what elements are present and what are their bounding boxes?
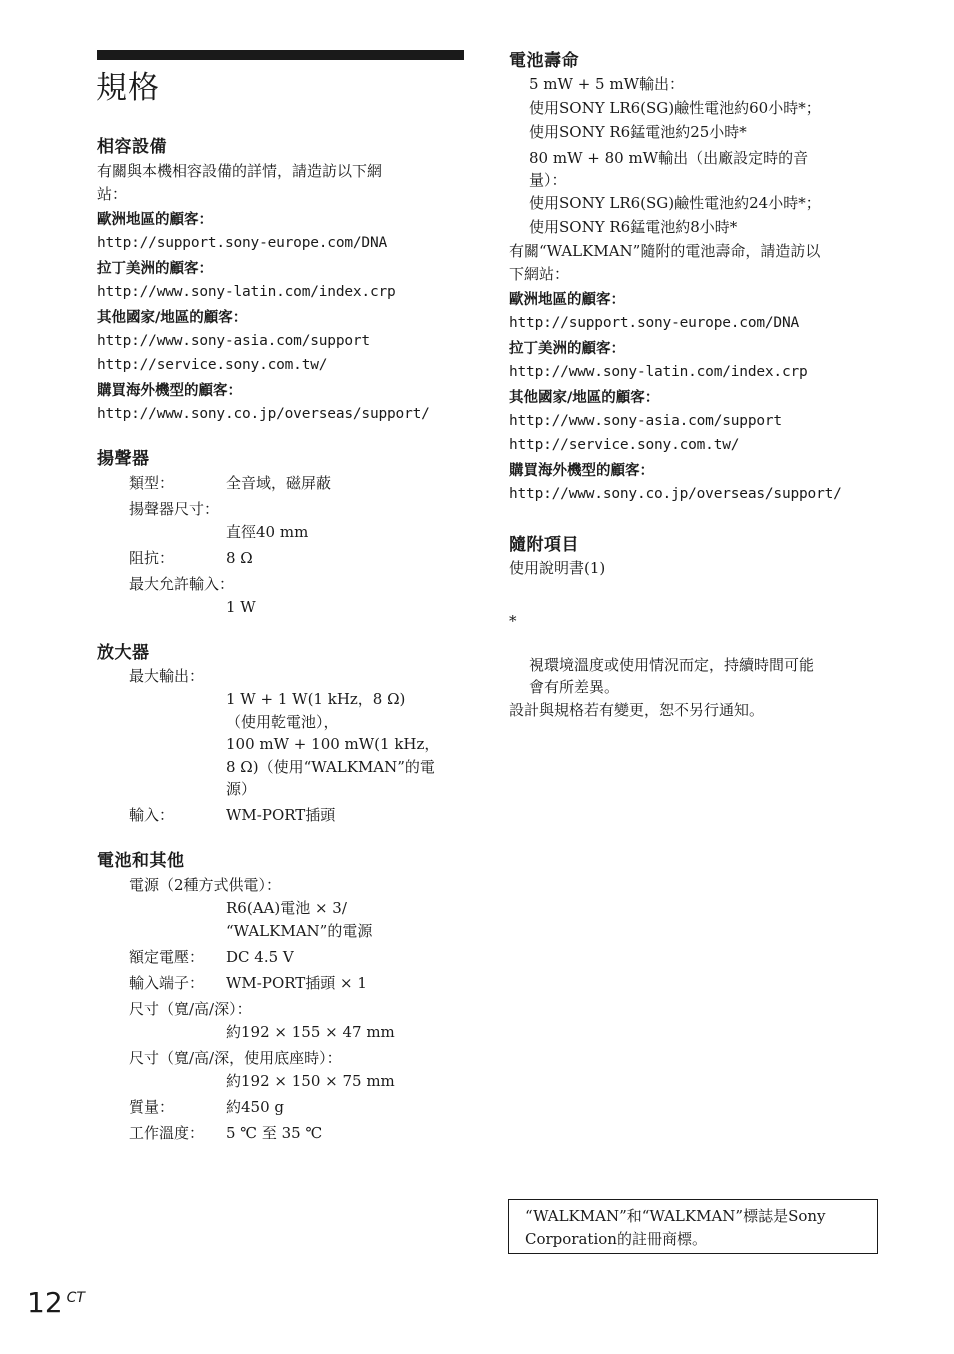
battery-url[interactable]: http://www.sony-asia.com/support bbox=[509, 413, 782, 429]
battery-url[interactable]: http://support.sony-europe.com/DNA bbox=[509, 315, 800, 331]
spec-value: 5 ℃ 至 35 ℃ bbox=[226, 1124, 323, 1142]
included-item: 使用說明書(1) bbox=[509, 559, 606, 577]
battery-line: 80 mW + 80 mW輸出（出廠設定時的音 量）： bbox=[529, 149, 809, 189]
spec-value: 約192 × 150 × 75 mm bbox=[226, 1072, 395, 1090]
spec-label: 工作溫度： bbox=[129, 1124, 205, 1142]
spec-row bbox=[97, 665, 467, 801]
amp-section bbox=[97, 642, 467, 827]
included-heading: 隨附項目 bbox=[509, 535, 579, 555]
compat-url[interactable]: http://www.sony.co.jp/overseas/support/ bbox=[97, 406, 430, 422]
spec-value: 全音域，磁屏蔽 bbox=[226, 474, 332, 492]
footnote bbox=[509, 610, 889, 698]
spec-row bbox=[97, 1047, 467, 1093]
spec-value: 約192 × 155 × 47 mm bbox=[226, 1023, 395, 1041]
battery-heading: 電池壽命 bbox=[509, 51, 579, 71]
spec-label: 電源（2種方式供電）： bbox=[129, 876, 282, 894]
compat-region-label: 拉丁美洲的顧客： bbox=[97, 261, 213, 277]
included-section bbox=[509, 534, 889, 580]
speaker-section bbox=[97, 448, 467, 619]
title-rule bbox=[97, 50, 464, 60]
spec-value: 直徑40 mm bbox=[226, 523, 309, 541]
battery-url[interactable]: http://www.sony.co.jp/overseas/support/ bbox=[509, 486, 842, 502]
spec-value: 約450 g bbox=[226, 1098, 285, 1116]
spec-label: 揚聲器尺寸： bbox=[129, 500, 220, 518]
spec-value: 1 W bbox=[226, 598, 256, 616]
battery-line: 5 mW + 5 mW輸出： bbox=[529, 75, 685, 93]
spec-value: R6(AA)電池 × 3/ “WALKMAN”的電源 bbox=[226, 899, 373, 940]
spec-row bbox=[97, 472, 467, 495]
speaker-heading: 揚聲器 bbox=[97, 449, 150, 469]
spec-label: 阻抗： bbox=[129, 549, 175, 567]
page-title: 規格 bbox=[96, 70, 160, 106]
power-section bbox=[97, 850, 467, 1145]
compat-region-label: 其他國家/地區的顧客： bbox=[97, 310, 248, 326]
compat-url[interactable]: http://www.sony-latin.com/index.crp bbox=[97, 284, 396, 300]
compat-url[interactable]: http://www.sony-asia.com/support bbox=[97, 333, 370, 349]
battery-region-label: 購買海外機型的顧客： bbox=[509, 463, 654, 479]
battery-line: 使用SONY LR6(SG)鹼性電池約60小時*； bbox=[529, 99, 821, 117]
spec-label: 輸入端子： bbox=[129, 974, 205, 992]
battery-line: 使用SONY R6錳電池約25小時* bbox=[529, 123, 747, 141]
battery-region-label: 拉丁美洲的顧客： bbox=[509, 341, 625, 357]
battery-url[interactable]: http://service.sony.com.tw/ bbox=[509, 437, 740, 453]
compat-url[interactable]: http://support.sony-europe.com/DNA bbox=[97, 235, 388, 251]
battery-line: 使用SONY LR6(SG)鹼性電池約24小時*； bbox=[529, 194, 821, 212]
power-heading: 電池和其他 bbox=[97, 851, 185, 871]
battery-line: 使用SONY R6錳電池約8小時* bbox=[529, 218, 738, 236]
spec-label: 類型： bbox=[129, 474, 175, 492]
spec-label: 尺寸（寬/高/深）： bbox=[129, 1000, 252, 1018]
compat-heading: 相容設備 bbox=[97, 137, 167, 157]
walkman-battery-note: 有關“WALKMAN”隨附的電池壽命，請造訪以 下網站： bbox=[509, 242, 821, 283]
battery-region-label: 歐洲地區的顧客： bbox=[509, 292, 625, 308]
trademark-box: “WALKMAN”和“WALKMAN”標誌是Sony Corporation的註冊商標。 bbox=[508, 1199, 878, 1254]
compat-region-label: 歐洲地區的顧客： bbox=[97, 212, 213, 228]
compat-section bbox=[97, 136, 467, 426]
spec-row bbox=[97, 998, 467, 1044]
spec-row bbox=[97, 1096, 467, 1119]
spec-value: DC 4.5 V bbox=[226, 948, 294, 966]
spec-label: 質量： bbox=[129, 1098, 175, 1116]
battery-url[interactable]: http://www.sony-latin.com/index.crp bbox=[509, 364, 808, 380]
page-number-value: 12 bbox=[27, 1286, 63, 1319]
footnote-text: 視環境溫度或使用情況而定，持續時間可能 會有所差異。 bbox=[529, 656, 815, 696]
spec-row bbox=[97, 498, 467, 544]
compat-region-label: 購買海外機型的顧客： bbox=[97, 383, 242, 399]
compat-url[interactable]: http://service.sony.com.tw/ bbox=[97, 357, 328, 373]
spec-row bbox=[97, 972, 467, 995]
amp-heading: 放大器 bbox=[97, 643, 150, 663]
footnote-marker: * bbox=[509, 612, 517, 630]
spec-row bbox=[97, 874, 467, 943]
battery-region-label: 其他國家/地區的顧客： bbox=[509, 390, 660, 406]
spec-label: 最大輸出： bbox=[129, 667, 205, 685]
disclaimer: 設計與規格若有變更，恕不另行通知。 bbox=[509, 701, 765, 719]
battery-section bbox=[509, 50, 889, 506]
spec-value: WM-PORT插頭 × 1 bbox=[226, 974, 367, 992]
page-number bbox=[27, 1286, 85, 1319]
spec-label: 尺寸（寬/高/深，使用底座時）： bbox=[129, 1049, 342, 1067]
spec-row bbox=[97, 804, 467, 827]
spec-row bbox=[97, 1122, 467, 1145]
footnotes bbox=[509, 610, 889, 722]
spec-label: 最大允許輸入： bbox=[129, 575, 235, 593]
spec-label: 額定電壓： bbox=[129, 948, 205, 966]
spec-label: 輸入： bbox=[129, 805, 175, 824]
page-number-suffix: CT bbox=[66, 1290, 85, 1306]
spec-row bbox=[97, 547, 467, 570]
spec-value: 8 Ω bbox=[226, 549, 253, 567]
spec-value: WM-PORT插頭 bbox=[226, 805, 336, 824]
spec-row bbox=[97, 946, 467, 969]
compat-intro: 有關與本機相容設備的詳情，請造訪以下網 站： bbox=[97, 162, 383, 203]
spec-value: 1 W + 1 W(1 kHz，8 Ω) （使用乾電池）， 100 mW + 100 mW(1 kHz， 8 Ω)（使用“WALKMAN”的電 源） bbox=[226, 690, 440, 798]
spec-row bbox=[97, 573, 467, 619]
